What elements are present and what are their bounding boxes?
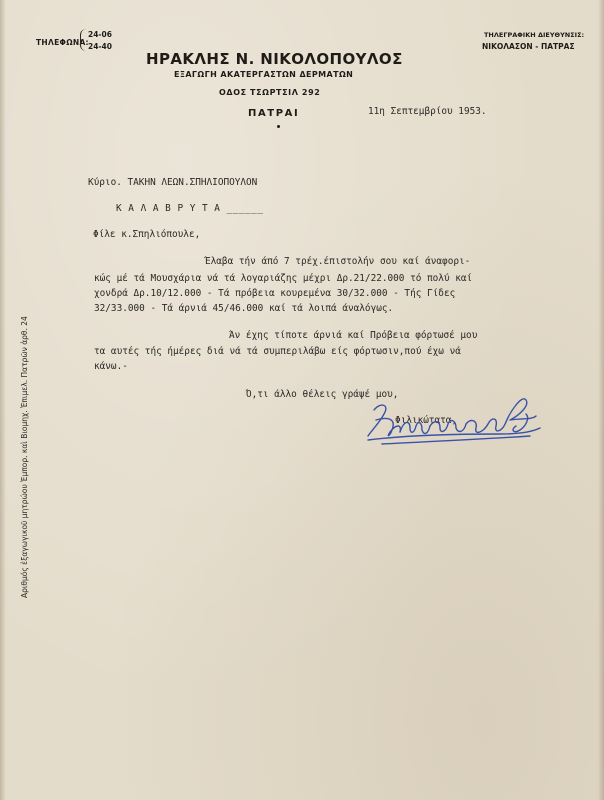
registry-side-text: Αριθμός ἐξαγωγικοῦ μητρώου Ἐμπορ. καὶ Βιομηχ. Ἐπιμελ. Πατρῶν ἀρθ. 24	[20, 316, 29, 598]
city-dot	[277, 125, 280, 128]
salutation: Φίλε κ.Σπηλιόπουλε,	[93, 229, 201, 240]
body-line: 32/33.000 - Τά άρνιά 45/46.000 καί τά λοιπά άναλόγως.	[94, 303, 394, 314]
recipient-city: Κ Α Λ Α Β Ρ Υ Τ Α ______	[116, 203, 264, 214]
telegraphic-address: ΝΙΚΟΛΑΣΟΝ - ΠΑΤΡΑΣ	[482, 42, 575, 51]
handwritten-signature	[360, 390, 550, 450]
paper-edge-left	[0, 0, 6, 800]
body-line: κάνω.-	[94, 361, 128, 372]
signoff: Φιλικώτατα,	[395, 415, 458, 426]
company-city: ΠΑΤΡΑΙ	[248, 108, 300, 119]
body-line: χονδρά Δρ.10/12.000 - Τά πρόβεια κουρεμένα 30/32.000 - Τής Γίδες	[94, 288, 456, 299]
company-street: ΟΔΟΣ ΤΣΩΡΤΣΙΛ 292	[219, 88, 321, 97]
body-line: κώς μέ τά Μουσχάρια νά τά λογαριάζης μέχρι Δρ.21/22.000 τό πολύ καί	[94, 273, 473, 284]
phone-brace	[80, 29, 87, 51]
body-line: Έλαβα τήν άπό 7 τρέχ.έπιστολήν σου καί άναφορι-	[205, 256, 471, 267]
phone-number-1: 24-06	[88, 30, 112, 39]
letter-date: 11η Σεπτεμβρίου 1953.	[368, 106, 487, 117]
telegraphic-label: ΤΗΛΕΓΡΑΦΙΚΗ ΔΙΕΥΘΥΝΣΙΣ:	[484, 31, 585, 39]
phone-number-2: 24-40	[88, 42, 112, 51]
paper-edge-right	[598, 0, 604, 800]
body-line: τα αυτές τής ήμέρες διά νά τά συμπεριλάβω είς φόρτωσιν,πού έχω νά	[94, 346, 461, 357]
closing-line: Ό,τι άλλο θέλεις γράψέ μου,	[246, 389, 399, 400]
addressee: Κύριο. ΤΑΚΗΝ ΛΕΩΝ.ΣΠΗΛΙΟΠΟΥΛΟΝ	[88, 177, 258, 188]
phone-label: ΤΗΛΕΦΩΝΑ:	[36, 38, 89, 47]
body-line: Άν έχης τίποτε άρνιά καί Πρόβεια φόρτωσέ μου	[229, 330, 478, 341]
company-name: ΗΡΑΚΛΗΣ Ν. ΝΙΚΟΛΟΠΟΥΛΟΣ	[146, 50, 403, 68]
company-subtitle: ΕΞΑΓΩΓΗ ΑΚΑΤΕΡΓΑΣΤΩΝ ΔΕΡΜΑΤΩΝ	[174, 70, 354, 79]
